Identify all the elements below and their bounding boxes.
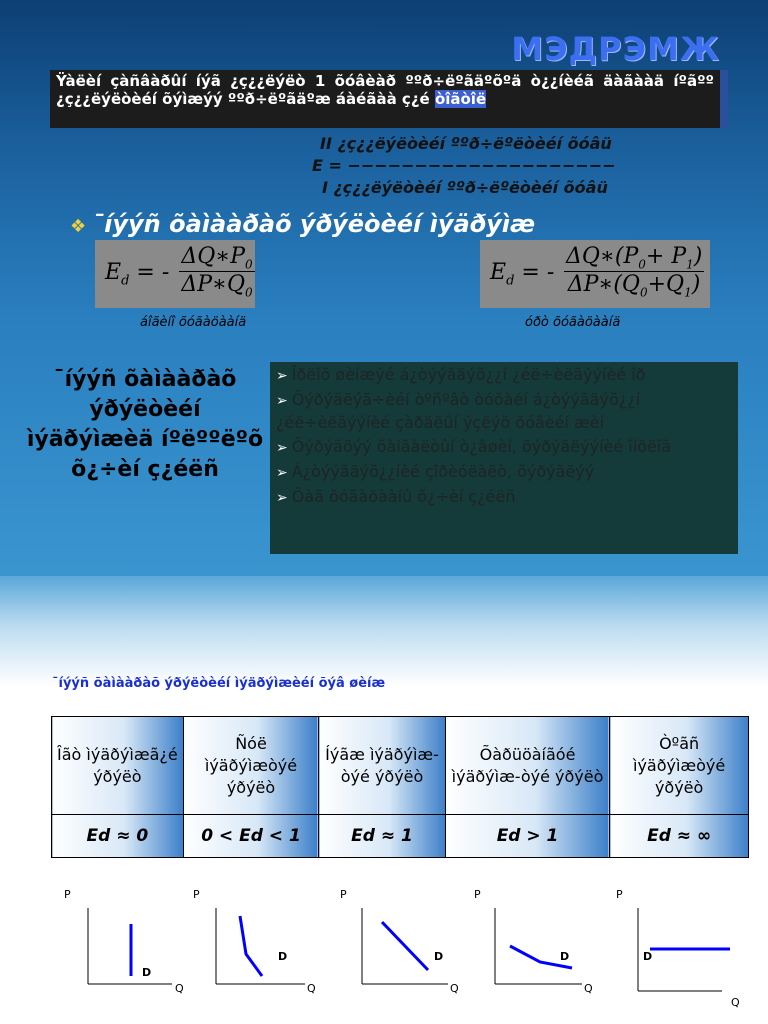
table-row bbox=[52, 815, 749, 858]
curve-label: D bbox=[142, 966, 152, 979]
formula-fraction bbox=[564, 244, 704, 300]
elasticity-fraction bbox=[312, 133, 732, 199]
short-run-label: áîãèíî õóãàöààíä bbox=[140, 315, 247, 330]
table-cell: Õàðüöàíãóé ìýäðýìæ-òýé ýðýëò bbox=[445, 717, 609, 815]
list-item: ➢ Õýðýãëýã÷èéí òºñºâò òóõàéí á¿òýýãäýõ¿¿í ¿éë÷èëãýýíèé çàðäëûí ýçëýõ õóâèéí æèí bbox=[276, 390, 641, 432]
table-row bbox=[52, 717, 749, 815]
graph-perfectly-inelastic bbox=[64, 888, 184, 995]
axis-p-label: P bbox=[64, 888, 71, 901]
table-cell: Ed ≈ ∞ bbox=[610, 815, 749, 858]
list-item: ➢ Öàã õóãàöààíû õ¿÷èí ç¿éëñ bbox=[276, 487, 516, 506]
bullet-heading bbox=[70, 210, 535, 238]
table-cell: Ed ≈ 1 bbox=[319, 815, 446, 858]
graph-perfectly-elastic bbox=[616, 888, 740, 1009]
axis-q-label: Q bbox=[731, 996, 740, 1009]
list-item: ➢ Á¿òýýãäýõ¿¿íèé çîðèóëàëò, õýðýãëýý bbox=[276, 462, 595, 481]
formula-lhs: $E_d$ = - bbox=[490, 260, 555, 289]
fraction-dashes: −−−−−−−−−−−−−−−−−−−− bbox=[347, 156, 616, 175]
elasticity-types-heading: ¯íýýñ õàìààðàõ ýðýëòèéí ìýäðýìæèéí õýâ øèíæ bbox=[52, 676, 386, 691]
diamond-bullet-icon: ❖ bbox=[70, 216, 87, 237]
elasticity-types-table bbox=[51, 716, 749, 858]
arrow-bullet-icon: ➢ bbox=[276, 368, 288, 384]
arrow-bullet-icon: ➢ bbox=[276, 440, 288, 456]
table-cell: 0 < Ed < 1 bbox=[183, 815, 318, 858]
arrow-bullet-icon: ➢ bbox=[276, 465, 288, 481]
formula-numerator: $\Delta Q∗P_0$ bbox=[179, 244, 255, 272]
graph-inelastic bbox=[193, 888, 316, 995]
definition-highlight: òîãòîë bbox=[434, 90, 487, 108]
definition-box bbox=[50, 70, 728, 128]
factors-list bbox=[270, 362, 738, 554]
bullet-heading-text: ¯íýýñ õàìààðàõ ýðýëòèéí ìýäðýìæ bbox=[92, 210, 536, 238]
slide-2 bbox=[0, 576, 768, 1024]
table-cell: Íýãæ ìýäðýìæ-òýé ýðýëò bbox=[319, 717, 446, 815]
table-cell: Îãò ìýäðýìæã¿é ýðýëò bbox=[52, 717, 184, 815]
fraction-numerator: II ¿ç¿¿ëýëòèéí ººð÷ëºëòèéí õóâü bbox=[320, 134, 612, 153]
graph-unit-elastic bbox=[340, 888, 459, 995]
curve-label: D bbox=[434, 950, 444, 963]
arrow-bullet-icon: ➢ bbox=[276, 393, 288, 409]
demand-curves bbox=[0, 876, 768, 1024]
fraction-denominator: I ¿ç¿¿ëýëòèéí ººð÷ëºëòèéí õóâü bbox=[322, 178, 608, 197]
factors-heading: ¯íýýñ õàìààðàõ ýðýëòèéí ìýäðýìæèä íºëººëºõ õ¿÷èí ç¿éëñ bbox=[26, 367, 264, 482]
table-cell: Ñóë ìýäðýìæòýé ýðýëò bbox=[183, 717, 318, 815]
formula-denominator: $\Delta P∗Q_0$ bbox=[181, 272, 253, 300]
arrow-bullet-icon: ➢ bbox=[276, 490, 288, 506]
graph-elastic bbox=[474, 888, 593, 995]
axis-p-label: P bbox=[474, 888, 481, 901]
definition-text: Ÿàëèí çàñâàðûí íýã ¿ç¿¿ëýëò 1 õóâèàð ººð÷ëºãäºõºä ò¿¿íèéã äàãààä íºãºº ¿ç¿¿ëýëòèéí õýìæýý ººð÷ëºãäºæ áàéãàà ç¿é bbox=[56, 72, 714, 108]
curve-label: D bbox=[560, 950, 570, 963]
axis-q-label: Q bbox=[450, 982, 459, 995]
fraction-bar bbox=[312, 155, 732, 177]
axis-p-label: P bbox=[340, 888, 347, 901]
list-item: ➢ Õýðýãöýý õàíãàëòûí ò¿âøèí, õýðýãëýýíèé îíöëîã bbox=[276, 437, 672, 456]
slide-title: МЭДРЭМЖ bbox=[511, 30, 720, 68]
axis-q-label: Q bbox=[584, 982, 593, 995]
axis-q-label: Q bbox=[175, 982, 184, 995]
axis-q-label: Q bbox=[307, 982, 316, 995]
curve-label: D bbox=[278, 950, 288, 963]
long-run-label: óðò õóãàöààíä bbox=[525, 315, 621, 330]
list-item: ➢ Îðëîõ øèíæýé á¿òýýãäýõ¿¿í ¿éë÷èëãýýíèé îð bbox=[276, 365, 646, 384]
demand-curve bbox=[240, 916, 262, 976]
table-cell: Òºãñ ìýäðýìæòýé ýðýëò bbox=[610, 717, 749, 815]
curve-label: D bbox=[643, 950, 653, 963]
formula-short-run bbox=[95, 240, 255, 308]
table-cell: Ed ≈ 0 bbox=[52, 815, 184, 858]
formula-numerator: $\Delta Q∗(P_0+ P_1)$ bbox=[566, 244, 703, 272]
formula-lhs: $E_d$ = - bbox=[105, 260, 170, 289]
formula-long-run bbox=[480, 240, 710, 308]
axis-p-label: P bbox=[616, 888, 623, 901]
formula-fraction bbox=[179, 244, 255, 300]
axis-p-label: P bbox=[193, 888, 200, 901]
table-cell: Ed > 1 bbox=[445, 815, 609, 858]
formula-denominator: $\Delta P∗(Q_0+Q_1)$ bbox=[567, 272, 701, 300]
fraction-lhs: E = bbox=[312, 156, 342, 175]
demand-curve bbox=[382, 922, 428, 970]
